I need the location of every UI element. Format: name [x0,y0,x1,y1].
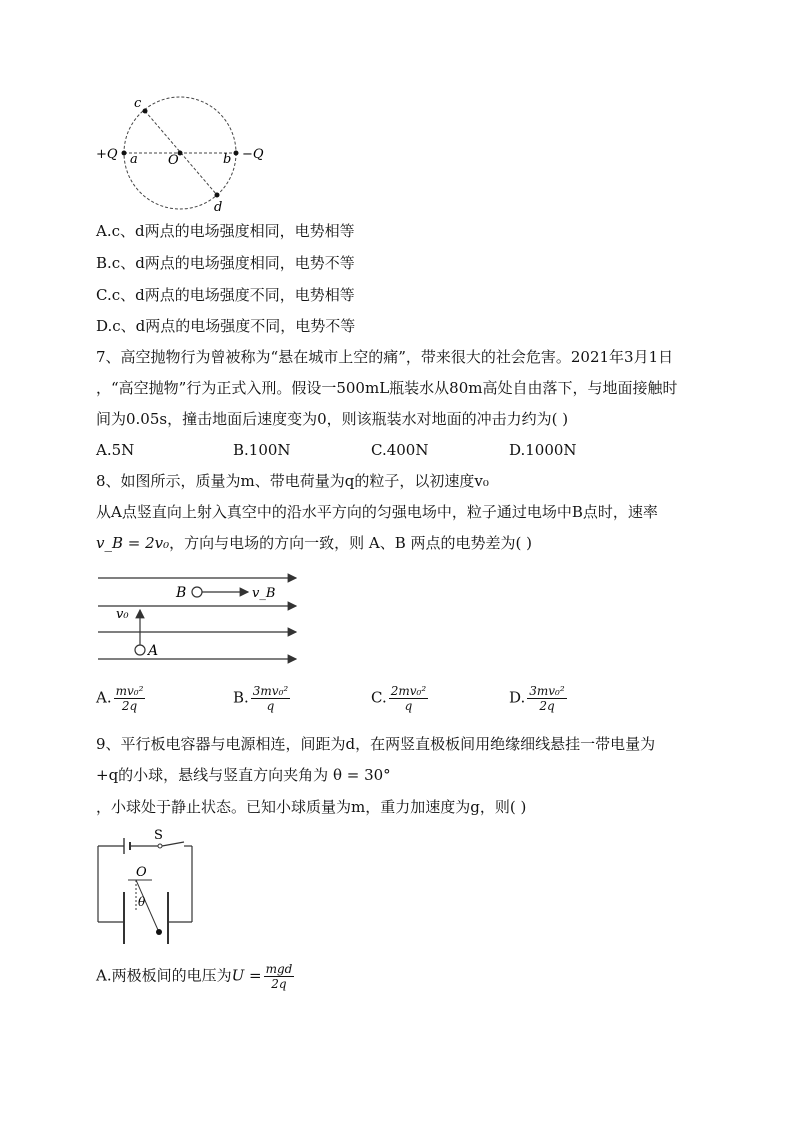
particle-A [135,645,145,655]
switch-blade [162,842,184,846]
label-vB: v_B [252,586,276,601]
q7-line-2: ，“高空抛物”行为正式入刑。假设一500mL瓶装水从80m高处自由落下，与地面接触时 [96,379,678,397]
q9-line-1: 9、平行板电容器与电源相连，间距为d，在两竖直极板间用绝缘细线悬挂一带电量为 [96,735,656,753]
q7-option-d: D.1000N [509,441,577,459]
q8-field-figure [96,570,302,670]
label-minus-q: −Q [242,147,264,162]
q7-line-1: 7、高空抛物行为曾被称为“悬在城市上空的痛”，带来很大的社会危害。2021年3月1日 [96,348,674,366]
q7-line-3: 间为0.05s，撞击地面后速度变为0，则该瓶装水对地面的冲击力约为( ) [96,410,569,428]
label-d: d [214,200,223,214]
q8-line-3 [96,532,532,554]
q6-option-c: C.c、d两点的电场强度不同，电势相等 [96,286,355,304]
q8-line-3-rest: ，方向与电场的方向一致，则 A、B 两点的电势差为( ) [169,534,533,552]
q8-option-b: B. $\frac{\text{3mv₀²}}{q}$ [233,684,289,713]
point-c [143,109,148,114]
q6-option-a: A.c、d两点的电场强度相同，电势相等 [96,222,355,240]
label-A: A [148,643,159,659]
label-v0: v₀ [116,607,129,622]
q6-option-b: B.c、d两点的电场强度相同，电势不等 [96,254,355,272]
q8-option-a: A. $\frac{\text{mv₀²}}{2q}$ [96,684,144,713]
label-theta: θ [138,895,146,909]
q8-line-1: 8、如图所示，质量为m、带电荷量为q的粒子，以初速度v₀ [96,472,489,490]
switch-pivot [158,844,162,848]
label-O: O [168,153,179,168]
q7-option-c: C.400N [371,441,429,459]
q6-circle-figure [92,94,272,214]
label-c: c [134,96,142,111]
label-a: a [130,152,138,167]
q9-line-2: +q的小球，悬线与竖直方向夹角为 θ = 30° [96,766,391,784]
point-d [215,193,220,198]
q8-option-c: C. $\frac{\text{2mv₀²}}{q}$ [371,684,427,713]
q9-line-3: ，小球处于静止状态。已知小球质量为m，重力加速度为g，则( ) [96,798,527,816]
label-S: S [154,828,163,843]
label-B: B [176,585,187,601]
q8-vb-equation: v_B = 2v₀ [96,534,170,552]
label-plus-q: +Q [96,147,118,162]
particle-B [192,587,202,597]
point-a [122,151,127,156]
q9-option-a: A.两极板间的电压为U = $\frac{\text{mgd}}{2q}$ [96,962,293,991]
point-b [234,151,239,156]
charged-ball [156,929,162,935]
q8-option-d: D. $\frac{\text{3mv₀²}}{2q}$ [509,684,565,713]
q7-option-b: B.100N [233,441,291,459]
q6-option-d: D.c、d两点的电场强度不同，电势不等 [96,317,356,335]
q7-option-a: A.5N [96,441,135,459]
q8-line-2: 从A点竖直向上射入真空中的沿水平方向的匀强电场中，粒子通过电场中B点时，速率 [96,503,658,521]
label-b: b [223,152,232,167]
q9-capacitor-figure [92,826,202,950]
label-O: O [136,865,147,880]
